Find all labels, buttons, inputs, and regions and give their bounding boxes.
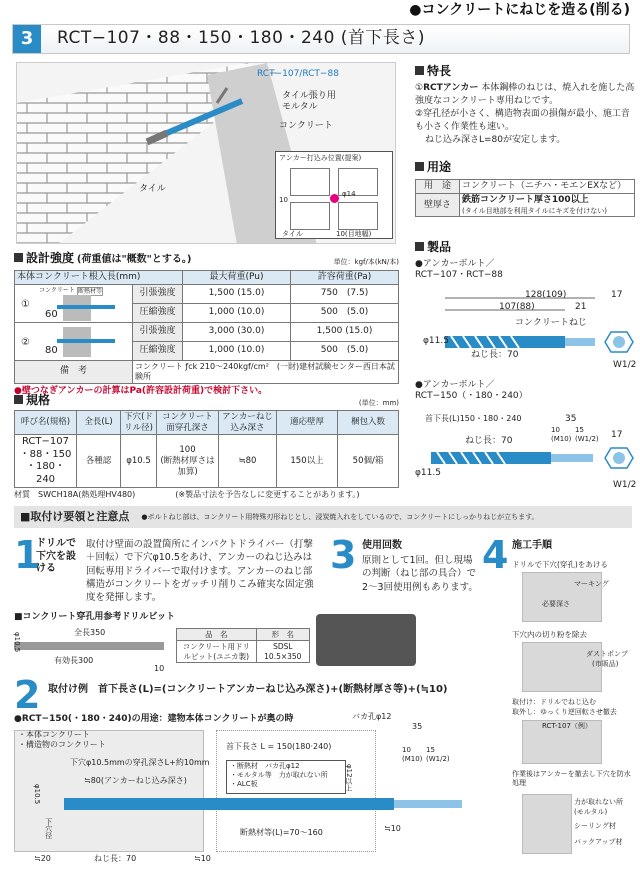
p1-dim-a: 107(88) xyxy=(499,302,535,312)
page-header xyxy=(0,0,640,60)
col-header: 本体コンクリート根入長(mm) xyxy=(15,270,183,284)
depth-diagram-2: ② 80 xyxy=(15,322,133,360)
illus-label-concrete: コンクリート xyxy=(279,121,333,131)
example-m2: 15 (W1/2) xyxy=(426,746,450,763)
step-3-number: 3 xyxy=(330,533,357,577)
install-note: ●ボルトねじ部は、コンクリート用特殊刃形ねじとし、浸炭焼入れをしているので、コンクリートにしっかりねじが立ちます。 xyxy=(141,512,539,521)
step-4-sub-1: ドリルで下穴(穿孔)をあける xyxy=(512,560,608,569)
illus-label-mortar: モルタル xyxy=(282,102,318,112)
step-1-text: 取付け壁面の設置箇所にインパクトドライバー（打撃＋回転）で下穴φ10.5をあけ、アンカーのねじ込みは回転専用ドライバーで取付けます。アンカーのねじ部構造がコンクリートをガッチリ削りこみ確実な固定強度を発揮します。 xyxy=(86,539,314,604)
usage-section xyxy=(415,160,635,217)
table-row: ② 80 引張強度 3,000 (30.0) 1,500 (15.0) xyxy=(15,322,399,341)
drill-bit-photo xyxy=(316,614,416,666)
design-strength-warning: ●壁つなぎアンカーの計算はPa(許容設計荷重)で検討下さい。 xyxy=(14,385,268,396)
usage-value: コンクリート（ニチハ・モエンEXなど） xyxy=(460,180,635,194)
feature-item-3: ねじ込み深さL=80が安定します。 xyxy=(425,135,566,146)
step-4-sub-3: 取付け：ドリルでねじ込む xyxy=(512,698,596,706)
col-header: 呼び名(規格) xyxy=(15,411,77,435)
material-note: (※製品寸法を予告なしに変更することがあります。) xyxy=(175,490,360,500)
feature-item-1: ①RCTアンカー 本体鋼棒のねじは、焼入れを施した高強度なコンクリート専用ねじです。 xyxy=(415,83,635,107)
page-title: RCT−107・88・150・180・240 (首下長さ) xyxy=(57,28,426,48)
col-header: 最大荷重(Pu) xyxy=(183,270,291,284)
anchor-shaft xyxy=(64,798,394,810)
drill-bit-heading: ■コンクリート穿孔用参考ドリルビット xyxy=(14,612,175,622)
col-header: 適応壁厚 xyxy=(277,411,338,435)
col-header: コンクリート面穿孔深さ xyxy=(157,411,219,435)
example-m1: 10 (M10) xyxy=(402,746,423,763)
drill-shank: 10 xyxy=(154,664,165,673)
design-strength-heading: 設計強度 xyxy=(14,251,74,265)
install-heading: ■取付け要領と注意点 xyxy=(20,510,130,524)
p2-w: W1/2 xyxy=(613,480,637,490)
inset-title: アンカー打込み位置(提案) xyxy=(279,154,362,162)
p1-dim-total: 128(109) xyxy=(525,290,567,300)
features-heading: 特長 xyxy=(415,64,635,79)
p2-depth: ねじ長：70 xyxy=(465,436,513,446)
design-strength-note: (荷重値は"概数"とする。) xyxy=(76,254,192,265)
products-heading: 製品 xyxy=(415,240,637,255)
p2-end: 17 xyxy=(611,430,623,440)
inset-diagram xyxy=(275,151,393,239)
table-row: RCT−107 ・88・150 ・180・240 各種認 φ10.5 100 (断熱材厚さは加算) ≒80 150以上 50個/箱 xyxy=(15,435,399,488)
product-1-label: ●アンカーボルト／ RCT−107・RCT−88 xyxy=(415,259,503,281)
design-strength-table xyxy=(14,270,399,384)
anchor-head xyxy=(394,800,462,808)
category-label: ●コンクリートにねじを造る(削る) xyxy=(409,2,630,18)
installation-illustration xyxy=(16,62,396,244)
material-text: 材質 SWCH18A(熱処理HV480) xyxy=(14,490,136,500)
p1-w: W1/2 xyxy=(613,360,637,370)
usage-key: 用 途 xyxy=(416,180,460,194)
remark-row: 備 考 コンクリート ƒck 210〜240kgf/cm² (一財)建材試験センター西日本試験所 xyxy=(15,360,399,383)
usage-row xyxy=(416,180,635,194)
table-row: ① コンクリート 断熱材等 60 引張強度 1,500 (15.0) 750 (7.5) xyxy=(15,284,399,303)
illus-label-tile: タイル張り用 xyxy=(282,91,336,101)
products-section xyxy=(415,240,637,502)
design-strength-section xyxy=(14,251,399,397)
step-4-number: 4 xyxy=(482,533,509,577)
design-strength-unit: 単位：kgf/本(kN/本) xyxy=(333,257,399,266)
step-4-title: 施工手順 xyxy=(512,540,552,551)
spec-table xyxy=(14,410,399,488)
usage-table xyxy=(415,179,635,217)
title-bar xyxy=(12,24,630,54)
usage-heading: 用途 xyxy=(415,160,635,175)
inset-joint-label: 10(目地幅) xyxy=(336,230,372,238)
install-heading-bar xyxy=(14,506,632,528)
drill-total: 全長350 xyxy=(74,628,106,637)
section-number: 3 xyxy=(13,25,41,53)
p2-dim-total: 首下長(L)150・180・240 xyxy=(425,414,522,423)
col-header: 下穴(ドリル径) xyxy=(121,411,157,435)
spec-heading: 規格 xyxy=(14,393,50,408)
illus-label-model: RCT−107/RCT−88 xyxy=(257,69,339,79)
depth-diagram-1: ① コンクリート 断熱材等 60 xyxy=(15,284,133,322)
drill-bit-graphic xyxy=(14,642,164,650)
drill-effective: 有効長300 xyxy=(54,656,94,665)
table-row: 圧縮強度 1,000 (10.0) 500 (5.0) xyxy=(15,303,399,322)
step-1-number: 1 xyxy=(14,533,41,577)
inset-phi: φ14 xyxy=(342,190,356,198)
product-2-label: ●アンカーボルト／ RCT−150（・180・240） xyxy=(415,380,528,402)
p2-m2: 15 (W1/2) xyxy=(575,426,599,443)
col-header: アンカーねじ込み深さ xyxy=(219,411,277,435)
p2-dim-b: 35 xyxy=(565,414,577,424)
p1-dia: φ11.5 xyxy=(423,336,449,346)
step-3-text: 原則として1回。但し現場の判断（ねじ部の具合）で2〜3回使用例もあります。 xyxy=(362,555,478,593)
drill-bit-section xyxy=(12,612,314,673)
p1-end: 17 xyxy=(611,290,623,300)
step-2-number: 2 xyxy=(14,673,41,717)
step-4: 4 施工手順 ドリルで下穴(穿孔)をあける マーキング 必要深さ 下穴内の切り粉を除去 ダストポンプ (市販品) 取付け：ドリルでねじ込む 取外し：ゆっくり逆回転させ撤去 RCT-107（例） 作業後はアンカーを撤去し下穴を防水処理 力が取れない所 (モルタル) シーリング材 バックアップ材 xyxy=(482,536,634,856)
inset-tile-label: タイル xyxy=(282,230,303,238)
insulation-callout: ・断熱材 バカ孔φ12 ・モルタル等 力が取れない所 ・ALC板 xyxy=(226,760,346,794)
drill-table: 品 名 形 名 コンクリート用ドリルビット(ユニカ製) SDSL 10.5×350 xyxy=(176,628,310,663)
col-header: 全長(L) xyxy=(77,411,121,435)
p2-m1: 10 (M10) xyxy=(551,426,572,443)
p2-dia: φ11.5 xyxy=(415,468,441,478)
usage-value: 鉄筋コンクリート厚さ100以上 (タイル目地部を利用タイルにキズを付けない) xyxy=(460,194,635,217)
example-heading: ●RCT−150(・180・240)の用途：建物本体コンクリートが奥の時 xyxy=(14,714,294,724)
drill-point-marker xyxy=(330,194,339,203)
illus-label-tile2: タイル xyxy=(139,184,166,194)
table-row: 圧縮強度 1,000 (10.0) 500 (5.0) xyxy=(15,341,399,360)
features-section xyxy=(415,64,635,147)
step-3-title: 使用回数 xyxy=(362,540,402,551)
col-header: 梱包入数 xyxy=(338,411,399,435)
step-4-sub-4: 作業後はアンカーを撤去し下穴を防水処理 xyxy=(512,770,631,787)
step-2-title: 取付け例 首下長さ(L)=(コンクリートアンカーねじ込み深さ)+(断熱材厚さ等)+(≒10) xyxy=(48,684,448,695)
p1-dim-b: 21 xyxy=(575,302,587,312)
col-header: 許容荷重(Pa) xyxy=(290,270,398,284)
spec-section xyxy=(14,393,399,500)
p1-depth: ねじ長：70 xyxy=(471,350,519,360)
usage-key: 壁厚さ xyxy=(416,194,460,217)
spec-unit: (単位：mm) xyxy=(358,399,399,408)
drill-dia: φ10.5 xyxy=(12,632,21,653)
step-4-sub-2: 下穴内の切り粉を除去 xyxy=(512,630,587,639)
feature-item-2: ②穿孔径が小さく、構造物表面の損傷が最小、施工音も小さく作業性も速い。 xyxy=(415,109,630,133)
inset-dim-v: 10 xyxy=(279,196,288,204)
step-1-title: ドリルで下穴を設ける xyxy=(36,538,76,574)
p1-thread: コンクリートねじ xyxy=(515,318,587,328)
mounting-example: ●RCT−150(・180・240)の用途：建物本体コンクリートが奥の時 ・本体コンクリート ・構造物のコンクリート 下穴φ10.5mmの穿孔深さL+約10mm ≒80(アンカーねじ込み深さ) φ10.5 下穴径 ≒20 ねじ長：70 ≒10 首下長さ L = 150(180·240) ・断熱材 バカ孔φ12 ・モルタル等 力が取れない所 ・ALC板 断熱材等(L)=70〜160 バカ孔φ12 φ12以上 35 10 (M10) 15 (W1/2) ≒10 xyxy=(14,714,474,884)
usage-row xyxy=(416,194,635,217)
product-2-drawing xyxy=(415,414,637,502)
